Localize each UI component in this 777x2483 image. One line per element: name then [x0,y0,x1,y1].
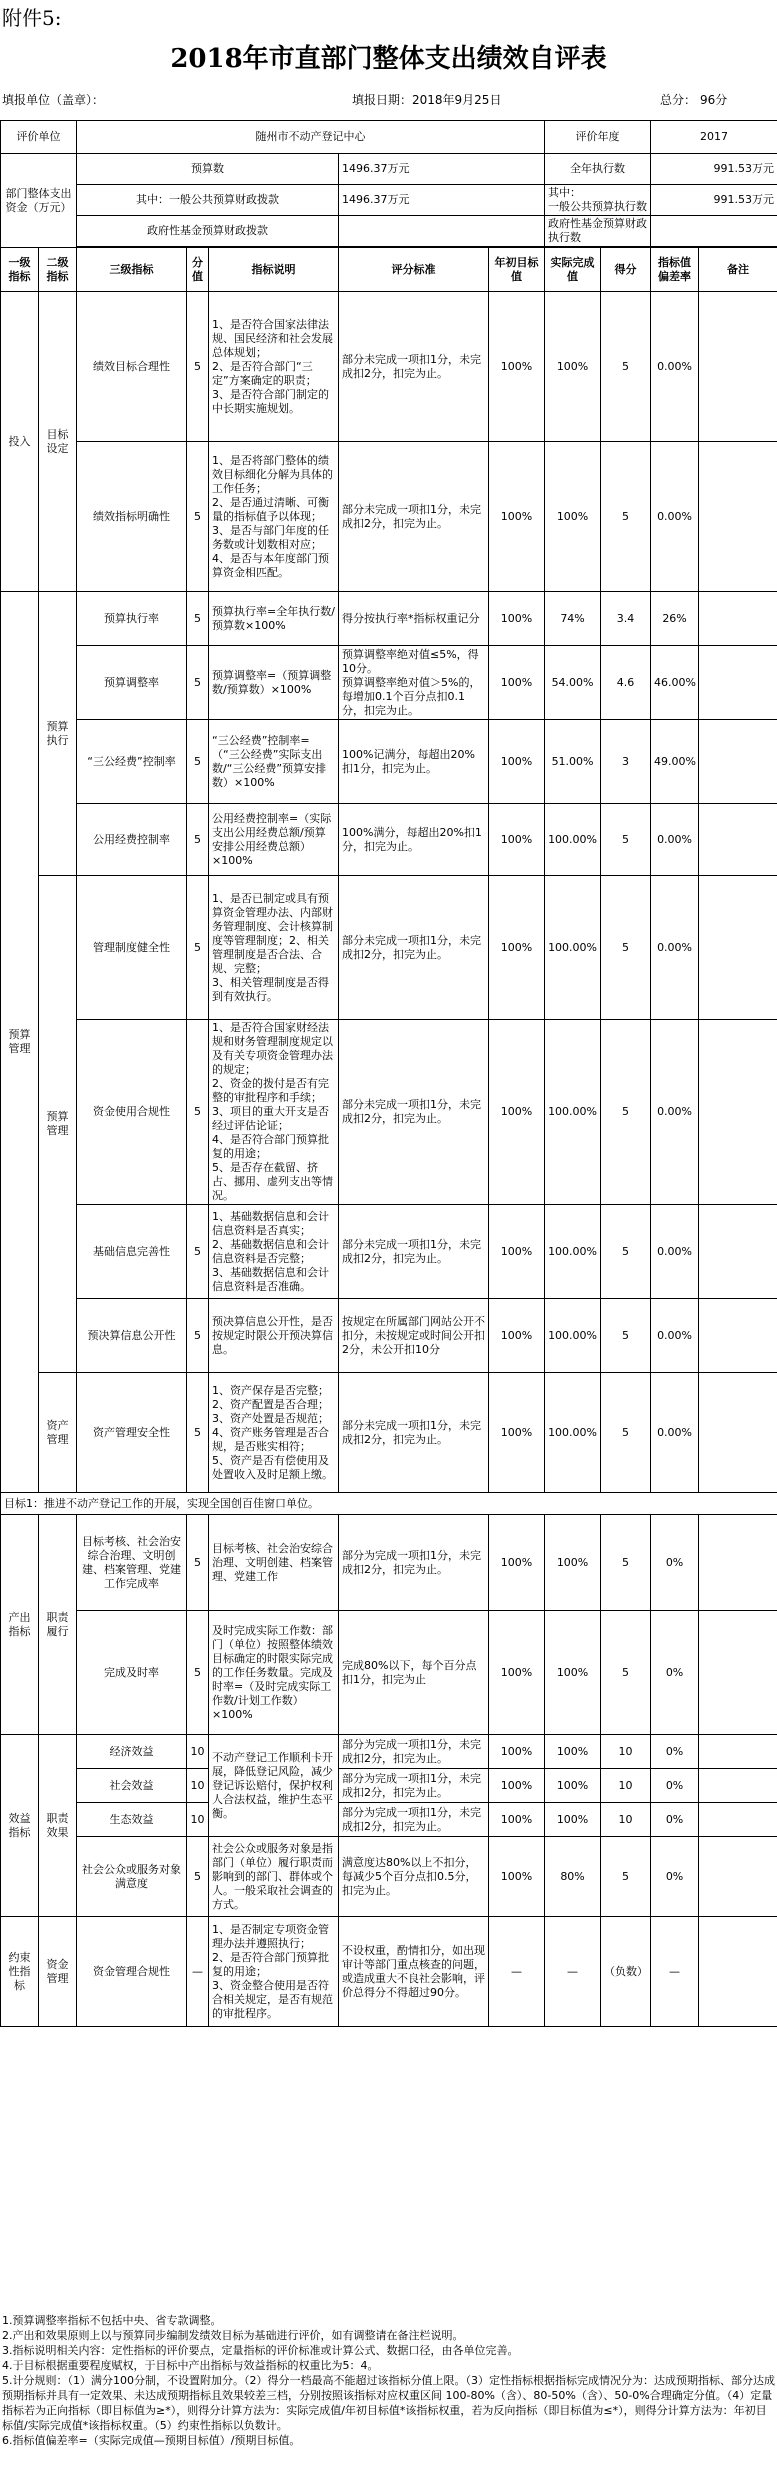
indicator-weight: 5 [187,1020,209,1205]
indicator-standard: 部分为完成一项扣1分，未完成扣2分，扣完为止。 [339,1803,489,1837]
indicator-name: 绩效目标合理性 [77,292,187,442]
indicator-score: 5 [601,1205,651,1299]
group-fund-mgmt: 资金管理 [39,1917,77,2027]
among-general-budget-value: 1496.37万元 [339,185,545,216]
indicator-actual: 100% [545,1735,601,1769]
indicator-weight: 5 [187,1299,209,1373]
among-general-budget-label: 其中：一般公共预算财政拨款 [77,185,339,216]
indicator-desc: 1、是否符合国家法律法规、国民经济和社会发展总体规划； 2、是否符合部门“三定”方案确定的职责； 3、是否符合部门制定的中长期实施规划。 [209,292,339,442]
indicator-deviation: 0.00% [651,442,699,592]
indicator-name: 绩效指标明确性 [77,442,187,592]
indicator-name: 资金管理合规性 [77,1917,187,2027]
indicator-remark [699,804,777,876]
group-duty: 职责履行 [39,1515,77,1735]
indicator-target: 100% [489,1299,545,1373]
indicator-target: 100% [489,1803,545,1837]
indicator-deviation: 49.00% [651,720,699,804]
indicator-desc: 1、是否已制定或具有预算资金管理办法、内部财务管理制度、会计核算制度等管理制度；2、相关管理制度是否合法、合规、完整； 3、相关管理制度是否得到有效执行。 [209,876,339,1020]
indicator-weight: 10 [187,1769,209,1803]
indicator-target: 100% [489,804,545,876]
indicator-deviation: 46.00% [651,646,699,720]
note-line: 5.计分规则：（1）满分100分制，不设置附加分。（2）得分一档最高不能超过该指标分值上限。（3）定性指标根据指标完成情况分为：达成预期指标、部分达成预期指标并具有一定效果、未达成预期指标且效果较差三档，分别按照该指标对应权重区间 100-80%（含）、80-50%（含）、50-0%合理确定分值。（4）定量指标若为正向指标（即目标值为≥*），则得分计算方法为：实际完成值/年初目标值*该指标权重，若为反向指标（即目标值为≤*），则得分计算方法为：年初目标值/实际完成值*该指标权重。（5）约束性指标以负数计。 [2,2374,775,2432]
indicator-actual: 100.00% [545,1205,601,1299]
gov-fund-exec-label: 政府性基金预算财政执行数 [545,216,651,247]
notes [2,2313,775,2448]
indicator-remark [699,592,777,646]
indicator-score: 3 [601,720,651,804]
note-line: 6.指标值偏差率=（实际完成值—预期目标值）/预期目标值。 [2,2434,301,2447]
gov-fund-exec-value [651,216,777,247]
table-row [1,1020,777,1205]
indicator-remark [699,1917,777,2027]
indicator-standard: 部分为完成一项扣1分，未完成扣2分，扣完为止。 [339,1769,489,1803]
table-row [1,1611,777,1735]
table-row [1,292,777,442]
table-row [1,1205,777,1299]
indicator-remark [699,1299,777,1373]
indicator-deviation: 0% [651,1611,699,1735]
indicator-deviation: 0% [651,1769,699,1803]
indicator-actual: 74% [545,592,601,646]
goal-line: 目标1：推进不动产登记工作的开展，实现全国创百佳窗口单位。 [1,1493,777,1515]
indicator-remark [699,442,777,592]
indicator-desc: 1、资产保存是否完整； 2、资产配置是否合理； 3、资产处置是否规范； 4、资产账务管理是否合规，是否账实相符； 5、资产是否有偿使用及处置收入及时足额上缴。 [209,1373,339,1493]
general-exec-value: 991.53万元 [651,185,777,216]
indicator-score: 3.4 [601,592,651,646]
indicator-weight: 5 [187,592,209,646]
indicator-desc: 1、是否将部门整体的绩效目标细化分解为具体的工作任务； 2、是否通过清晰、可衡量的指标值予以体现； 3、是否与部门年度的任务数或计划数相对应； 4、是否与本年度部门预算资金相匹配。 [209,442,339,592]
indicator-weight: 10 [187,1803,209,1837]
indicator-actual: 100% [545,1803,601,1837]
indicator-actual: 54.00% [545,646,601,720]
indicator-target: 100% [489,1515,545,1611]
header-standard: 评分标准 [339,248,489,292]
group-budget-mgmt: 预算管理 [1,592,39,1493]
indicator-name: 生态效益 [77,1803,187,1837]
header-weight: 分值 [187,248,209,292]
annual-exec-value: 991.53万元 [651,154,777,185]
indicator-target: — [489,1917,545,2027]
indicator-desc: 预算调整率=（预算调整数/预算数）×100% [209,646,339,720]
indicator-remark [699,1769,777,1803]
table-body [1,121,777,2027]
indicator-name: 预决算信息公开性 [77,1299,187,1373]
header-desc: 指标说明 [209,248,339,292]
indicator-actual: 100.00% [545,1299,601,1373]
eval-year-label: 评价年度 [545,121,651,154]
indicator-score: 5 [601,1373,651,1493]
indicator-weight: 5 [187,804,209,876]
indicator-standard: 部分未完成一项扣1分，未完成扣2分，扣完为止。 [339,1373,489,1493]
indicator-desc: 1、是否符合国家财经法规和财务管理制度规定以及有关专项资金管理办法的规定； 2、资金的拨付是否有完整的审批程序和手续； 3、项目的重大开支是否经过评估论证； 4、是否符合部门预算批复的用途； 5、是否存在截留、挤占、挪用、虚列支出等情况。 [209,1020,339,1205]
date-label: 填报日期：2018年9月25日 [352,93,502,107]
indicator-standard: 部分为完成一项扣1分，未完成扣2分，扣完为止。 [339,1515,489,1611]
indicator-desc: 1、基础数据信息和会计信息资料是否真实； 2、基础数据信息和会计信息资料是否完整； 3、基础数据信息和会计信息资料是否准确。 [209,1205,339,1299]
indicator-deviation: 0.00% [651,1020,699,1205]
group-budget-exec: 预算执行 [39,592,77,876]
table-row [1,1917,777,2027]
indicator-weight: 5 [187,876,209,1020]
indicator-target: 100% [489,876,545,1020]
indicator-actual: 80% [545,1837,601,1917]
header-remark: 备注 [699,248,777,292]
evaluation-table [0,120,777,2027]
note-line: 2.产出和效果原则上以与预算同步编制发绩效目标为基础进行评价，如有调整请在备注栏说明。 [2,2329,464,2342]
indicator-score: 5 [601,1837,651,1917]
indicator-standard: 100%满分，每超出20%扣1分，扣完为止。 [339,804,489,876]
indicator-deviation: 0.00% [651,876,699,1020]
indicator-standard: 不设权重，酌情扣分，如出现审计等部门重点核查的问题，或造成重大不良社会影响，评价总得分不得超过90分。 [339,1917,489,2027]
indicator-name: 目标考核、社会治安综合治理、文明创建、档案管理、党建工作完成率 [77,1515,187,1611]
indicator-score: 5 [601,1611,651,1735]
indicator-actual: 100.00% [545,1373,601,1493]
indicator-actual: — [545,1917,601,2027]
indicator-score: 10 [601,1803,651,1837]
note-line: 1.预算调整率指标不包括中央、省专款调整。 [2,2314,222,2327]
indicator-score: 10 [601,1735,651,1769]
table-row [1,1515,777,1611]
indicator-remark [699,1611,777,1735]
group-effect: 效益指标 [1,1735,39,1917]
indicator-weight: 5 [187,1611,209,1735]
indicator-remark [699,1020,777,1205]
indicator-deviation: — [651,1917,699,2027]
indicator-remark [699,1373,777,1493]
indicator-target: 100% [489,292,545,442]
indicator-desc: 及时完成实际工作数：部门（单位）按照整体绩效目标确定的时限实际完成的工作任务数量。完成及时率=（及时完成实际工作数/计划工作数）×100% [209,1611,339,1735]
header-actual: 实际完成值 [545,248,601,292]
budget-label: 预算数 [77,154,339,185]
annual-exec-label: 全年执行数 [545,154,651,185]
eval-unit-label: 评价单位 [1,121,77,154]
page-title: 2018年市直部门整体支出绩效自评表 [170,44,607,74]
indicator-weight: — [187,1917,209,2027]
indicator-standard: 满意度达80%以上不扣分，每减少5个百分点扣0.5分，扣完为止。 [339,1837,489,1917]
indicator-name: “三公经费”控制率 [77,720,187,804]
indicator-standard: 预算调整率绝对值≤5%，得10分。 预算调整率绝对值＞5%的，每增加0.1个百分点扣0.1分，扣完为止。 [339,646,489,720]
indicator-actual: 51.00% [545,720,601,804]
indicator-target: 100% [489,442,545,592]
indicator-target: 100% [489,1735,545,1769]
indicator-desc: “三公经费”控制率=（“三公经费”实际支出数/“三公经费”预算安排数）×100% [209,720,339,804]
score-value: 96分 [700,93,728,107]
indicator-weight: 5 [187,646,209,720]
indicator-score: 5 [601,292,651,442]
funds-label: 部门整体支出资金（万元） [1,154,77,248]
indicator-desc: 社会公众或服务对象是指部门（单位）履行职责而影响到的部门、群体或个人。一般采取社会调查的方式。 [209,1837,339,1917]
indicator-score: 5 [601,1515,651,1611]
header-deviation: 指标值偏差率 [651,248,699,292]
group-budget-mgmt-l2: 预算管理 [39,876,77,1373]
group-asset-mgmt: 资产管理 [39,1373,77,1493]
note-line: 3.指标说明相关内容：定性指标的评价要点，定量指标的评价标准或计算公式、数据口径，由各单位完善。 [2,2344,519,2357]
table-row [1,1299,777,1373]
indicator-target: 100% [489,646,545,720]
indicator-actual: 100% [545,1515,601,1611]
table-row [1,804,777,876]
indicator-weight: 5 [187,1205,209,1299]
gov-fund-value [339,216,545,247]
group-output: 产出指标 [1,1515,39,1735]
indicator-name: 资金使用合规性 [77,1020,187,1205]
indicator-name: 公用经费控制率 [77,804,187,876]
indicator-desc: 预决算信息公开性，是否按规定时限公开预决算信息。 [209,1299,339,1373]
table-row [1,592,777,646]
indicator-name: 社会公众或服务对象满意度 [77,1837,187,1917]
gov-fund-label: 政府性基金预算财政拨款 [77,216,339,247]
indicator-weight: 5 [187,1515,209,1611]
indicator-deviation: 0.00% [651,1299,699,1373]
indicator-target: 100% [489,1205,545,1299]
indicator-deviation: 0.00% [651,1373,699,1493]
indicator-weight: 10 [187,1735,209,1769]
indicator-name: 预算执行率 [77,592,187,646]
indicator-standard: 得分按执行率*指标权重记分 [339,592,489,646]
indicator-target: 100% [489,1020,545,1205]
group-duty-effect: 职责效果 [39,1735,77,1917]
indicator-name: 基础信息完善性 [77,1205,187,1299]
indicator-weight: 5 [187,442,209,592]
indicator-remark [699,876,777,1020]
indicator-actual: 100.00% [545,876,601,1020]
indicator-name: 经济效益 [77,1735,187,1769]
indicator-deviation: 0.00% [651,292,699,442]
group-constraint: 约束性指标 [1,1917,39,2027]
indicator-name: 资产管理安全性 [77,1373,187,1493]
indicator-score: 5 [601,1299,651,1373]
table-row [1,876,777,1020]
indicator-score: 10 [601,1769,651,1803]
indicator-remark [699,1515,777,1611]
indicator-actual: 100% [545,1769,601,1803]
indicator-standard: 部分未完成一项扣1分，未完成扣2分，扣完为止。 [339,442,489,592]
table-row [1,1803,777,1837]
indicator-score: 5 [601,442,651,592]
indicator-target: 100% [489,1769,545,1803]
indicator-weight: 5 [187,1373,209,1493]
score-label: 总分： [660,93,697,107]
indicator-actual: 100% [545,292,601,442]
header-score: 得分 [601,248,651,292]
indicator-deviation: 0% [651,1735,699,1769]
indicator-remark [699,1205,777,1299]
indicator-deviation: 0.00% [651,1205,699,1299]
table-row [1,720,777,804]
indicator-desc: 目标考核、社会治安综合治理、文明创建、档案管理、党建工作 [209,1515,339,1611]
indicator-standard: 部分未完成一项扣1分，未完成扣2分，扣完为止。 [339,292,489,442]
indicator-actual: 100.00% [545,1020,601,1205]
indicator-target: 100% [489,1837,545,1917]
indicator-name: 社会效益 [77,1769,187,1803]
indicator-remark [699,1735,777,1769]
table-row [1,1373,777,1493]
header-target: 年初目标值 [489,248,545,292]
indicator-standard: 部分未完成一项扣1分，未完成扣2分，扣完为止。 [339,876,489,1020]
indicator-score: 5 [601,876,651,1020]
table-row [1,646,777,720]
table-row [1,442,777,592]
effect-desc: 不动产登记工作顺利卡开展，降低登记风险，减少登记诉讼赔付，保护权利人合法权益，维护生态平衡。 [209,1735,339,1837]
group-input: 投入 [1,292,39,592]
indicator-weight: 5 [187,1837,209,1917]
group-goal-setting: 目标设定 [39,292,77,592]
among-label: 其中： [548,186,582,199]
table-row [1,1769,777,1803]
indicator-target: 100% [489,1611,545,1735]
table-row [1,1735,777,1769]
header-l1: 一级指标 [1,248,39,292]
indicator-deviation: 0% [651,1837,699,1917]
indicator-score: 4.6 [601,646,651,720]
table-header [1,248,777,292]
indicator-name: 管理制度健全性 [77,876,187,1020]
indicator-standard: 部分为完成一项扣1分，未完成扣2分，扣完为止。 [339,1735,489,1769]
general-exec-label [545,185,651,216]
indicator-desc: 1、是否制定专项资金管理办法并遵照执行； 2、是否符合部门预算批复的用途； 3、资金整合使用是否符合相关规定，是否有规范的审批程序。 [209,1917,339,2027]
general-exec-label-text: 一般公共预算执行数 [548,200,648,213]
indicator-deviation: 26% [651,592,699,646]
indicator-actual: 100% [545,442,601,592]
indicator-name: 完成及时率 [77,1611,187,1735]
indicator-standard: 部分未完成一项扣1分，未完成扣2分，扣完为止。 [339,1205,489,1299]
indicator-score: （负数） [601,1917,651,2027]
indicator-target: 100% [489,592,545,646]
indicator-desc: 预算执行率=全年执行数/预算数×100% [209,592,339,646]
annex-label: 附件5: [2,6,62,30]
indicator-name: 预算调整率 [77,646,187,720]
budget-value: 1496.37万元 [339,154,545,185]
eval-year-value: 2017 [651,121,777,154]
indicator-standard: 100%记满分，每超出20%扣1分，扣完为止。 [339,720,489,804]
indicator-deviation: 0% [651,1515,699,1611]
indicator-remark [699,1837,777,1917]
indicator-deviation: 0% [651,1803,699,1837]
indicator-desc: 公用经费控制率=（实际支出公用经费总额/预算安排公用经费总额）×100% [209,804,339,876]
unit-label: 填报单位（盖章）： [2,93,105,107]
indicator-target: 100% [489,1373,545,1493]
table-row [1,1837,777,1917]
indicator-weight: 5 [187,292,209,442]
indicator-deviation: 0.00% [651,804,699,876]
indicator-actual: 100.00% [545,804,601,876]
indicator-remark [699,292,777,442]
indicator-remark [699,1803,777,1837]
indicator-standard: 部分未完成一项扣1分，未完成扣2分，扣完为止。 [339,1020,489,1205]
note-line: 4.于目标根据重要程度赋权，于目标中产出指标与效益指标的权重比为5：4。 [2,2359,379,2372]
indicator-standard: 按规定在所属部门网站公开不扣分，未按规定或时间公开扣2分，未公开扣10分 [339,1299,489,1373]
indicator-weight: 5 [187,720,209,804]
eval-unit-value: 随州市不动产登记中心 [77,121,545,154]
indicator-remark [699,646,777,720]
indicator-actual: 100% [545,1611,601,1735]
header-l3: 三级指标 [77,248,187,292]
indicator-target: 100% [489,720,545,804]
indicator-remark [699,720,777,804]
header-l2: 二级指标 [39,248,77,292]
table-row [1,1493,777,1515]
indicator-score: 5 [601,804,651,876]
indicator-score: 5 [601,1020,651,1205]
indicator-standard: 完成80%以下，每个百分点扣1分，扣完为止 [339,1611,489,1735]
